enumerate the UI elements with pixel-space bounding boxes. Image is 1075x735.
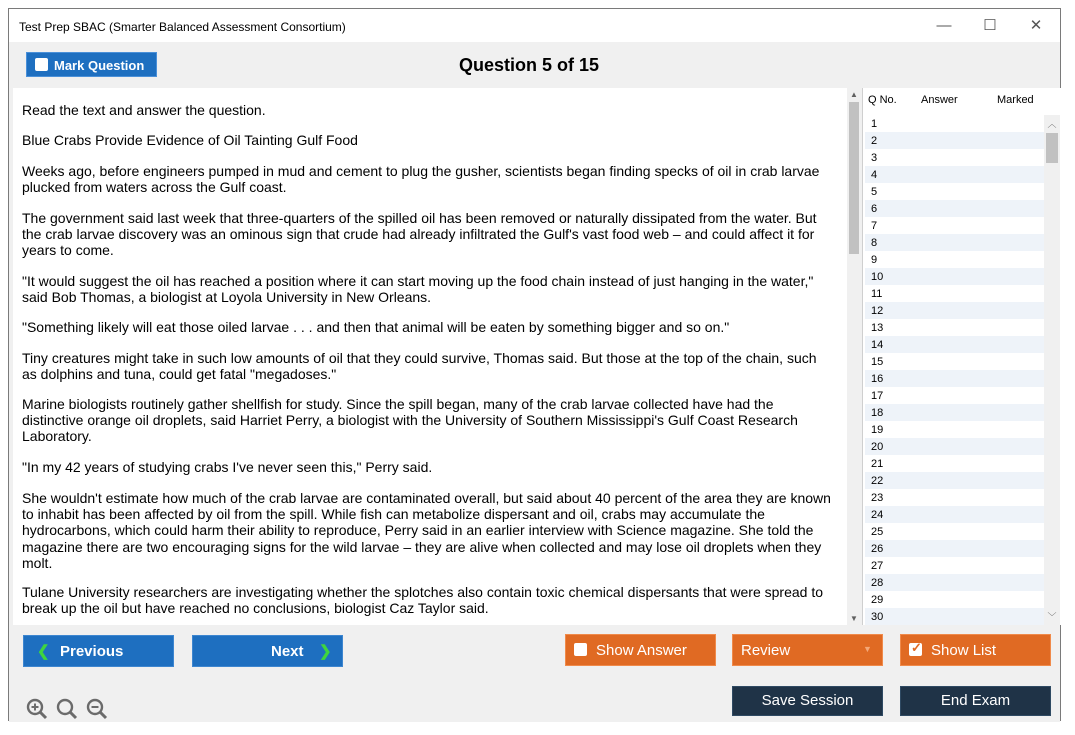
close-button[interactable]: ✕ bbox=[1029, 17, 1043, 34]
passage-paragraph: Tulane University researchers are investigating whether the splotches also contain toxic chemical dispersants that were spread to break up the oil but have reached no conclusions, biologist Caz Taylor said. bbox=[22, 584, 823, 617]
review-label: Review bbox=[741, 642, 791, 659]
passage-paragraph: Marine biologists routinely gather shellfish for study. Since the spill began, many of the crab larvae collected have had the distinctive orange oil droplets, said Harriet Perry, a biologist with the University of Southern Mississippi's Gulf Coast Research Laboratory. bbox=[22, 396, 798, 445]
show-list-checkbox[interactable] bbox=[909, 640, 922, 656]
show-list-label: Show List bbox=[931, 642, 997, 659]
previous-button[interactable] bbox=[23, 635, 174, 667]
question-list-rows bbox=[865, 115, 1044, 625]
list-scroll-up-icon[interactable]: ︿ bbox=[1047, 119, 1057, 129]
zoom-out-icon[interactable] bbox=[86, 698, 108, 720]
column-header-marked[interactable]: Marked bbox=[997, 94, 1034, 106]
question-list-row[interactable]: 14 bbox=[865, 336, 1044, 353]
review-dropdown[interactable] bbox=[732, 634, 883, 666]
question-list-row[interactable]: 25 bbox=[871, 526, 884, 538]
question-list-row[interactable]: 7 bbox=[871, 220, 878, 232]
column-header-answer[interactable]: Answer bbox=[921, 94, 958, 106]
passage-paragraph: She wouldn't estimate how much of the crab larvae are contaminated overall, but said about 40 percent of the area they are known to inhabit has been affected by oil from the spill. While fish can metabolize dispersant and oil, crabs may accumulate the hydrocarbons, which could harm their ability to reproduce, Perry said in an earlier interview with Science magazine. She told the magazine there are two encouraging signs for the wild larvae – they are alive when collected and may lose oil droplets when they molt. bbox=[22, 490, 831, 571]
footer-toolbar bbox=[9, 625, 1060, 722]
chevron-right-icon: ❯ bbox=[319, 643, 332, 660]
scroll-up-arrow-icon[interactable]: ▲ bbox=[850, 90, 858, 99]
scroll-down-arrow-icon[interactable]: ▼ bbox=[850, 614, 858, 623]
question-list-row[interactable]: 27 bbox=[871, 560, 884, 572]
show-list-toggle[interactable] bbox=[900, 634, 1051, 666]
question-title: Question 5 of 15 bbox=[458, 55, 600, 75]
show-answer-checkbox[interactable] bbox=[574, 643, 587, 656]
question-list-row[interactable]: 26 bbox=[865, 540, 1044, 557]
passage-scroll-thumb[interactable] bbox=[849, 102, 859, 254]
column-header-qno[interactable]: Q No. bbox=[868, 94, 897, 106]
next-label: Next bbox=[271, 643, 304, 660]
passage-paragraph: Blue Crabs Provide Evidence of Oil Tainting Gulf Food bbox=[22, 132, 358, 148]
question-list-row[interactable]: 24 bbox=[865, 506, 1044, 523]
question-list-row[interactable]: 15 bbox=[871, 356, 884, 368]
list-scroll-down-icon[interactable]: ﹀ bbox=[1047, 612, 1057, 622]
show-answer-label: Show Answer bbox=[596, 642, 687, 659]
question-list-row[interactable]: 1 bbox=[871, 118, 878, 130]
question-list-row[interactable]: 2 bbox=[865, 132, 1044, 149]
question-list-row[interactable]: 11 bbox=[871, 288, 883, 300]
question-list-row[interactable]: 18 bbox=[865, 404, 1044, 421]
app-window bbox=[8, 8, 1061, 721]
next-button[interactable] bbox=[192, 635, 343, 667]
question-list-row[interactable]: 19 bbox=[871, 424, 884, 436]
question-list-row[interactable]: 22 bbox=[865, 472, 1044, 489]
list-scroll-thumb[interactable] bbox=[1046, 133, 1058, 163]
passage-scrollbar[interactable] bbox=[847, 88, 861, 625]
zoom-reset-icon[interactable] bbox=[56, 698, 78, 720]
question-list-row[interactable]: 10 bbox=[865, 268, 1044, 285]
question-list-row[interactable]: 17 bbox=[871, 390, 884, 402]
zoom-in-icon[interactable] bbox=[26, 698, 48, 720]
passage-paragraph: Tiny creatures might take in such low amounts of oil that they could survive, Thomas said. But those at the top of the chain, such as dolphins and tuna, could get fatal "megadoses." bbox=[22, 350, 817, 383]
question-list-scrollbar[interactable] bbox=[1044, 115, 1060, 625]
show-answer-toggle[interactable] bbox=[565, 634, 716, 666]
question-list-row[interactable]: 16 bbox=[865, 370, 1044, 387]
minimize-button[interactable]: — bbox=[936, 17, 952, 34]
checkmark-icon: ✓ bbox=[911, 640, 922, 655]
passage-text-area[interactable] bbox=[13, 88, 847, 625]
end-exam-button[interactable]: End Exam bbox=[900, 686, 1051, 716]
question-list-row[interactable]: 5 bbox=[871, 186, 878, 198]
question-list-row[interactable]: 12 bbox=[865, 302, 1044, 319]
chevron-left-icon: ❮ bbox=[37, 643, 50, 660]
question-list-row[interactable]: 23 bbox=[871, 492, 884, 504]
passage-paragraph: The government said last week that three-quarters of the spilled oil has been removed or naturally dissipated from the water. But the crab larvae discovery was an ominous sign that crude had already infiltrated the Gulf's vast food web – and could affect it for years to come. bbox=[22, 210, 817, 259]
question-list-row[interactable]: 6 bbox=[865, 200, 1044, 217]
dropdown-arrow-icon: ▼ bbox=[863, 644, 872, 654]
question-list-row[interactable]: 9 bbox=[871, 254, 878, 266]
question-list-row[interactable]: 28 bbox=[865, 574, 1044, 591]
title-bar bbox=[9, 9, 1060, 42]
question-list-row[interactable]: 30 bbox=[865, 608, 1044, 625]
question-list-row[interactable]: 8 bbox=[865, 234, 1044, 251]
question-list-row[interactable]: 29 bbox=[871, 594, 884, 606]
question-header bbox=[9, 42, 1060, 92]
passage-paragraph: Weeks ago, before engineers pumped in mud and cement to plug the gusher, scientists began finding specks of oil in crab larvae plucked from waters across the Gulf coast. bbox=[22, 163, 820, 196]
passage-paragraph: Read the text and answer the question. bbox=[22, 102, 266, 118]
mark-question-label: Mark Question bbox=[54, 58, 145, 73]
maximize-button[interactable]: ☐ bbox=[983, 17, 997, 34]
question-list-row[interactable]: 20 bbox=[865, 438, 1044, 455]
previous-label: Previous bbox=[60, 643, 124, 660]
save-session-button[interactable]: Save Session bbox=[732, 686, 883, 716]
question-list-row[interactable]: 4 bbox=[865, 166, 1044, 183]
window-title: Test Prep SBAC (Smarter Balanced Assessment Consortium) bbox=[19, 20, 346, 34]
question-list-panel bbox=[862, 88, 1061, 625]
passage-paragraph: "It would suggest the oil has reached a position where it can start moving up the food chain instead of just hanging in the water," said Bob Thomas, a biologist at Loyola University in New Orleans. bbox=[22, 273, 814, 306]
question-list-row[interactable]: 21 bbox=[871, 458, 884, 470]
passage-paragraph: "In my 42 years of studying crabs I've never seen this," Perry said. bbox=[22, 459, 433, 475]
question-list-row[interactable]: 13 bbox=[871, 322, 884, 334]
passage-paragraph: "Something likely will eat those oiled larvae . . . and then that animal will be eaten by something bigger and so on." bbox=[22, 319, 730, 335]
question-list-row[interactable]: 3 bbox=[871, 152, 878, 164]
